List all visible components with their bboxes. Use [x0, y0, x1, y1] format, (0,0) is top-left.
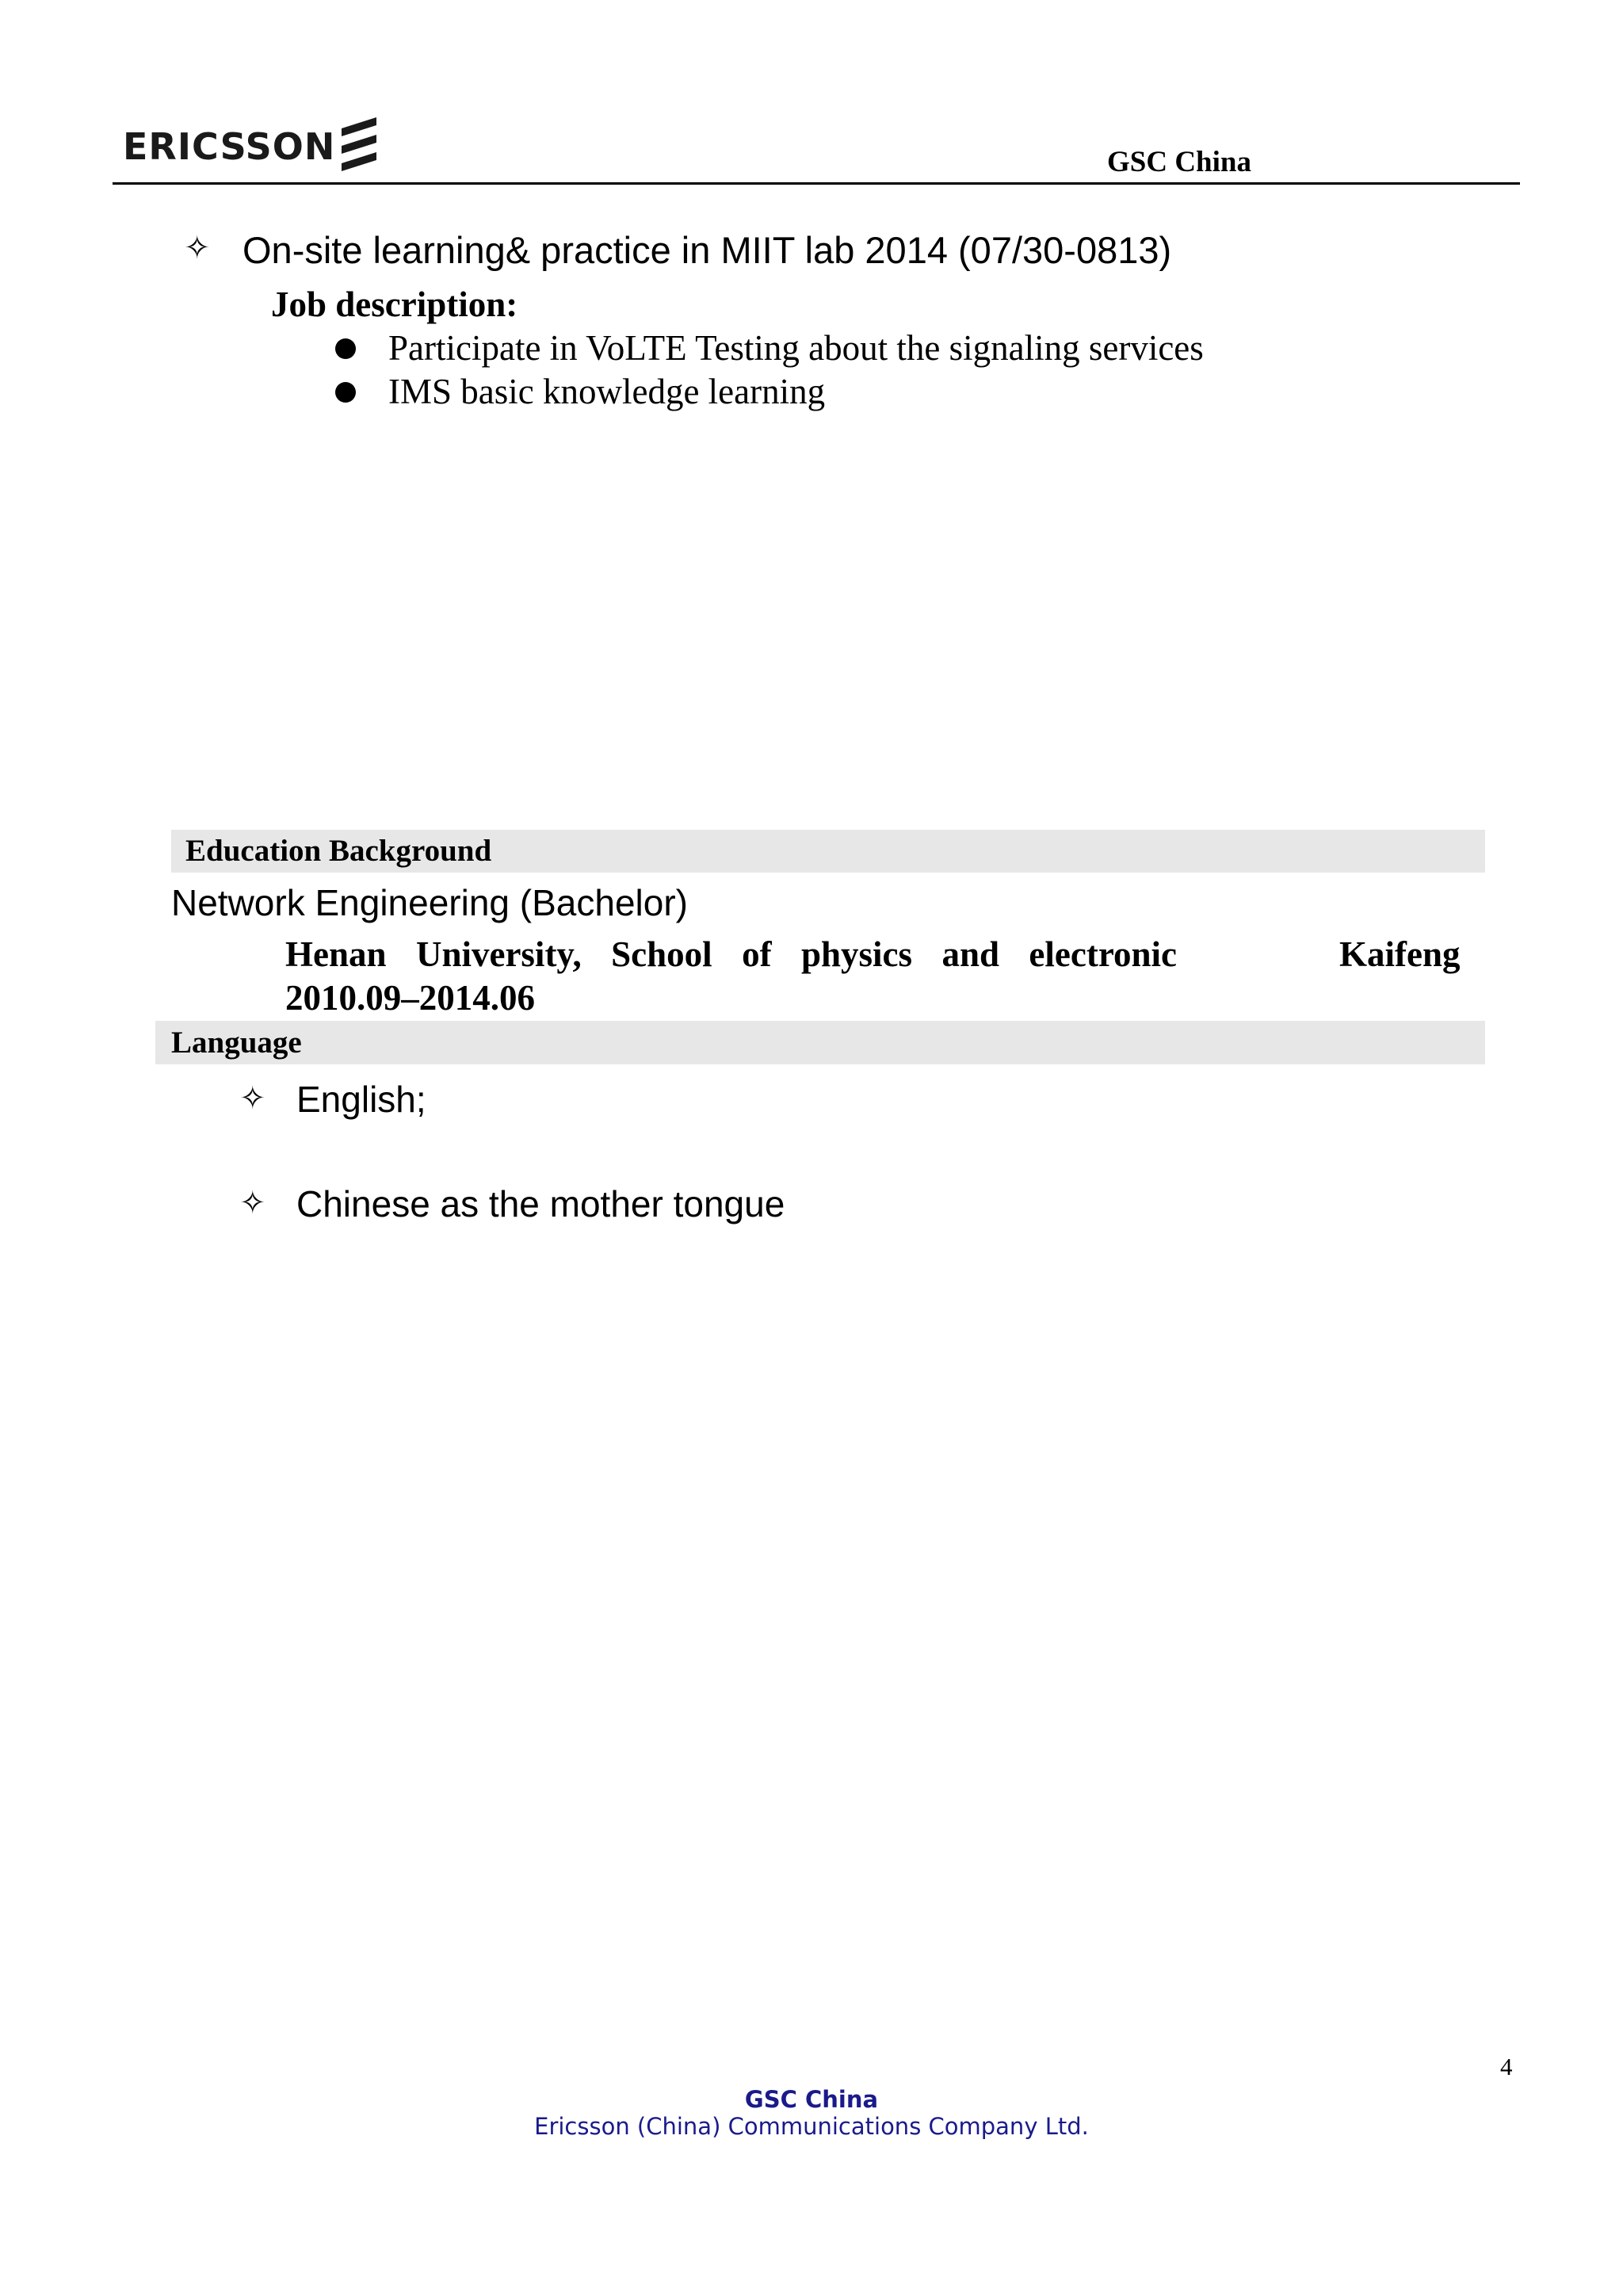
logo-text: ERICSSON [123, 125, 336, 168]
degree: Network Engineering (Bachelor) [171, 882, 688, 923]
bullet-dot-icon [335, 382, 356, 403]
language-section-header [155, 1021, 1485, 1064]
diamond-bullet-icon: ✧ [184, 230, 211, 266]
education-section-header [171, 830, 1485, 873]
school-city: Kaifeng [1339, 934, 1461, 974]
diamond-bullet-icon: ✧ [239, 1185, 266, 1221]
language-item: English; [296, 1079, 426, 1120]
diamond-bullet-icon: ✧ [239, 1080, 266, 1117]
header-label: GSC China [1107, 146, 1251, 178]
job-item: IMS basic knowledge learning [388, 372, 826, 411]
header-divider [113, 182, 1520, 185]
job-item: Participate in VoLTE Testing about the signaling services [388, 328, 1204, 368]
bullet-dot-icon [335, 338, 356, 359]
page-number: 4 [1500, 2053, 1513, 2080]
footer-title: GSC China [744, 2086, 879, 2113]
ericsson-logo-icon [337, 116, 381, 171]
job-description-label: Job description: [271, 285, 518, 324]
school-name: Henan University, School of physics and electronic [285, 934, 1177, 974]
language-item: Chinese as the mother tongue [296, 1183, 785, 1224]
education-dates: 2010.09–2014.06 [285, 978, 535, 1018]
experience-title: On-site learning& practice in MIIT lab 2014 (07/30-0813) [242, 229, 1172, 271]
footer-company: Ericsson (China) Communications Company Ltd. [534, 2113, 1089, 2140]
language-section-title: Language [171, 1026, 302, 1060]
education-section-title: Education Background [185, 834, 492, 868]
